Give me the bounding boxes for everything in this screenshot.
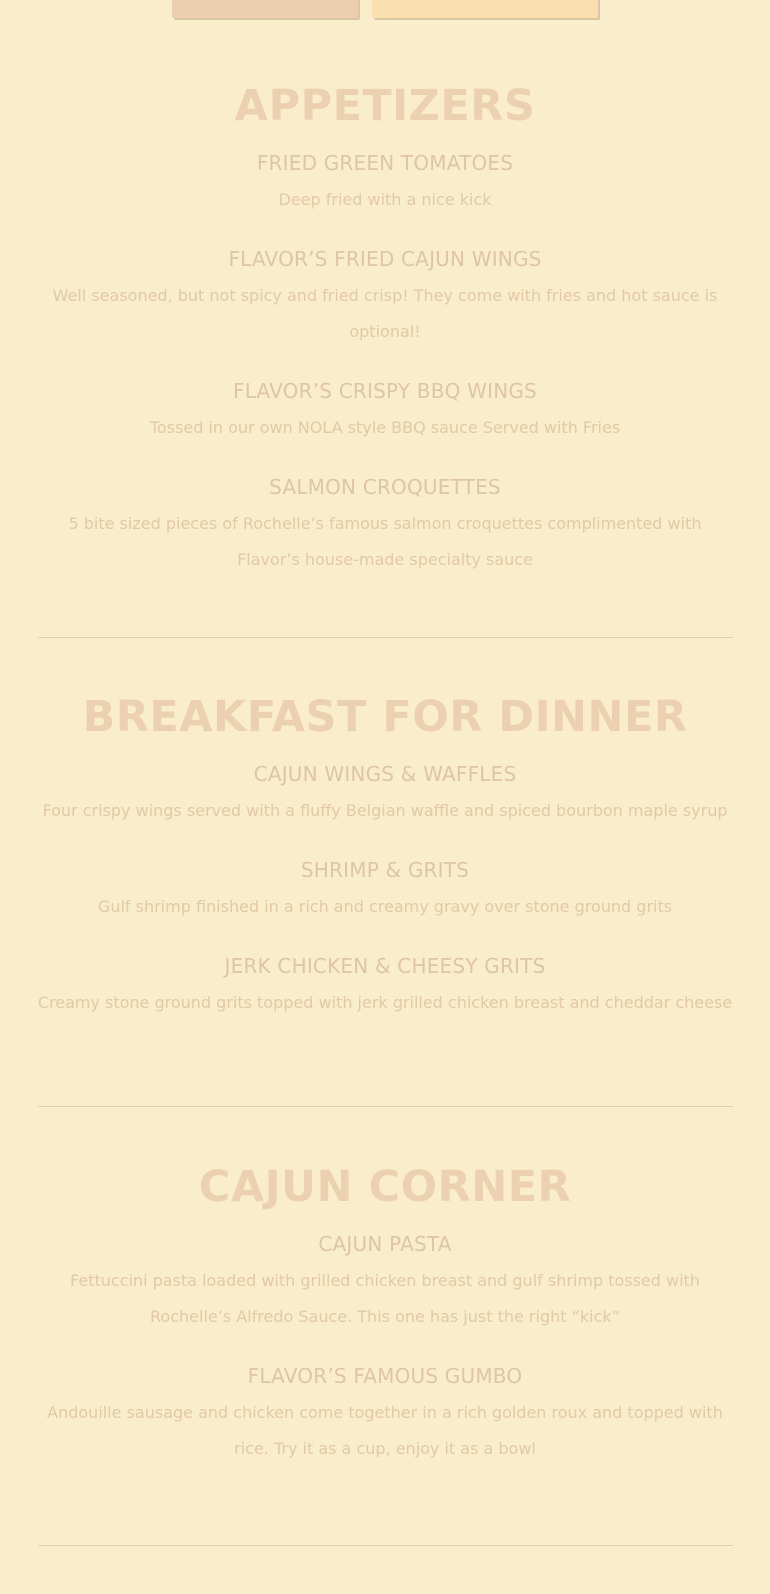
menu-tab-left-button[interactable] (172, 0, 358, 18)
section-divider (38, 1545, 733, 1546)
section-appetizers (0, 80, 770, 578)
menu-item-description: Deep fried with a nice kick (278, 190, 492, 209)
menu-item-name: JERK CHICKEN & CHEESY GRITS (224, 954, 546, 978)
menu-item-description: 5 bite sized pieces of Rochelle’s famous salmon croquettes complimented with Flavor’s house-made specialty sauce (68, 514, 702, 569)
menu-item-name: CAJUN WINGS & WAFFLES (253, 762, 517, 786)
menu-item (0, 953, 770, 1021)
menu-item-name: FLAVOR’S CRISPY BBQ WINGS (233, 379, 537, 403)
menu-item (0, 1231, 770, 1335)
menu-item-name: FLAVOR’S FAMOUS GUMBO (247, 1364, 523, 1388)
menu-item-description: Well seasoned, but not spicy and fried crisp! They come with fries and hot sauce is optional! (52, 286, 718, 341)
menu-item-description: Creamy stone ground grits topped with jerk grilled chicken breast and cheddar cheese (37, 993, 733, 1012)
section-title: BREAKFAST FOR DINNER (82, 692, 688, 742)
menu-item-description: Andouille sausage and chicken come together in a rich golden roux and topped with rice. Try it as a cup, enjoy it as a bowl (47, 1403, 723, 1458)
menu-item-description: Tossed in our own NOLA style BBQ sauce Served with Fries (149, 418, 621, 437)
section-divider (38, 637, 733, 638)
menu-tab-bar (0, 0, 770, 24)
menu-item-description: Fettuccini pasta loaded with grilled chicken breast and gulf shrimp tossed with Rochelle’s Alfredo Sauce. This one has just the right “kick” (70, 1271, 700, 1326)
menu-tab-right-button[interactable] (372, 0, 598, 18)
menu-item (0, 150, 770, 218)
menu-item-name: CAJUN PASTA (318, 1232, 452, 1256)
section-breakfast-for-dinner (0, 691, 770, 1021)
menu-item-description: Four crispy wings served with a fluffy Belgian waffle and spiced bourbon maple syrup (42, 801, 728, 820)
section-cajun-corner (0, 1161, 770, 1467)
section-title: CAJUN CORNER (198, 1162, 572, 1212)
menu-item (0, 857, 770, 925)
menu-item-name: SALMON CROQUETTES (269, 475, 501, 499)
menu-item (0, 246, 770, 350)
menu-item (0, 378, 770, 446)
menu-item-name: FLAVOR’S FRIED CAJUN WINGS (228, 247, 542, 271)
menu-item (0, 761, 770, 829)
menu-item-name: FRIED GREEN TOMATOES (256, 151, 514, 175)
menu-item (0, 1363, 770, 1467)
section-title: APPETIZERS (234, 81, 536, 131)
section-divider (38, 1106, 733, 1107)
menu-item-name: SHRIMP & GRITS (300, 858, 470, 882)
menu-item-description: Gulf shrimp finished in a rich and creamy gravy over stone ground grits (97, 897, 673, 916)
menu-item (0, 474, 770, 578)
